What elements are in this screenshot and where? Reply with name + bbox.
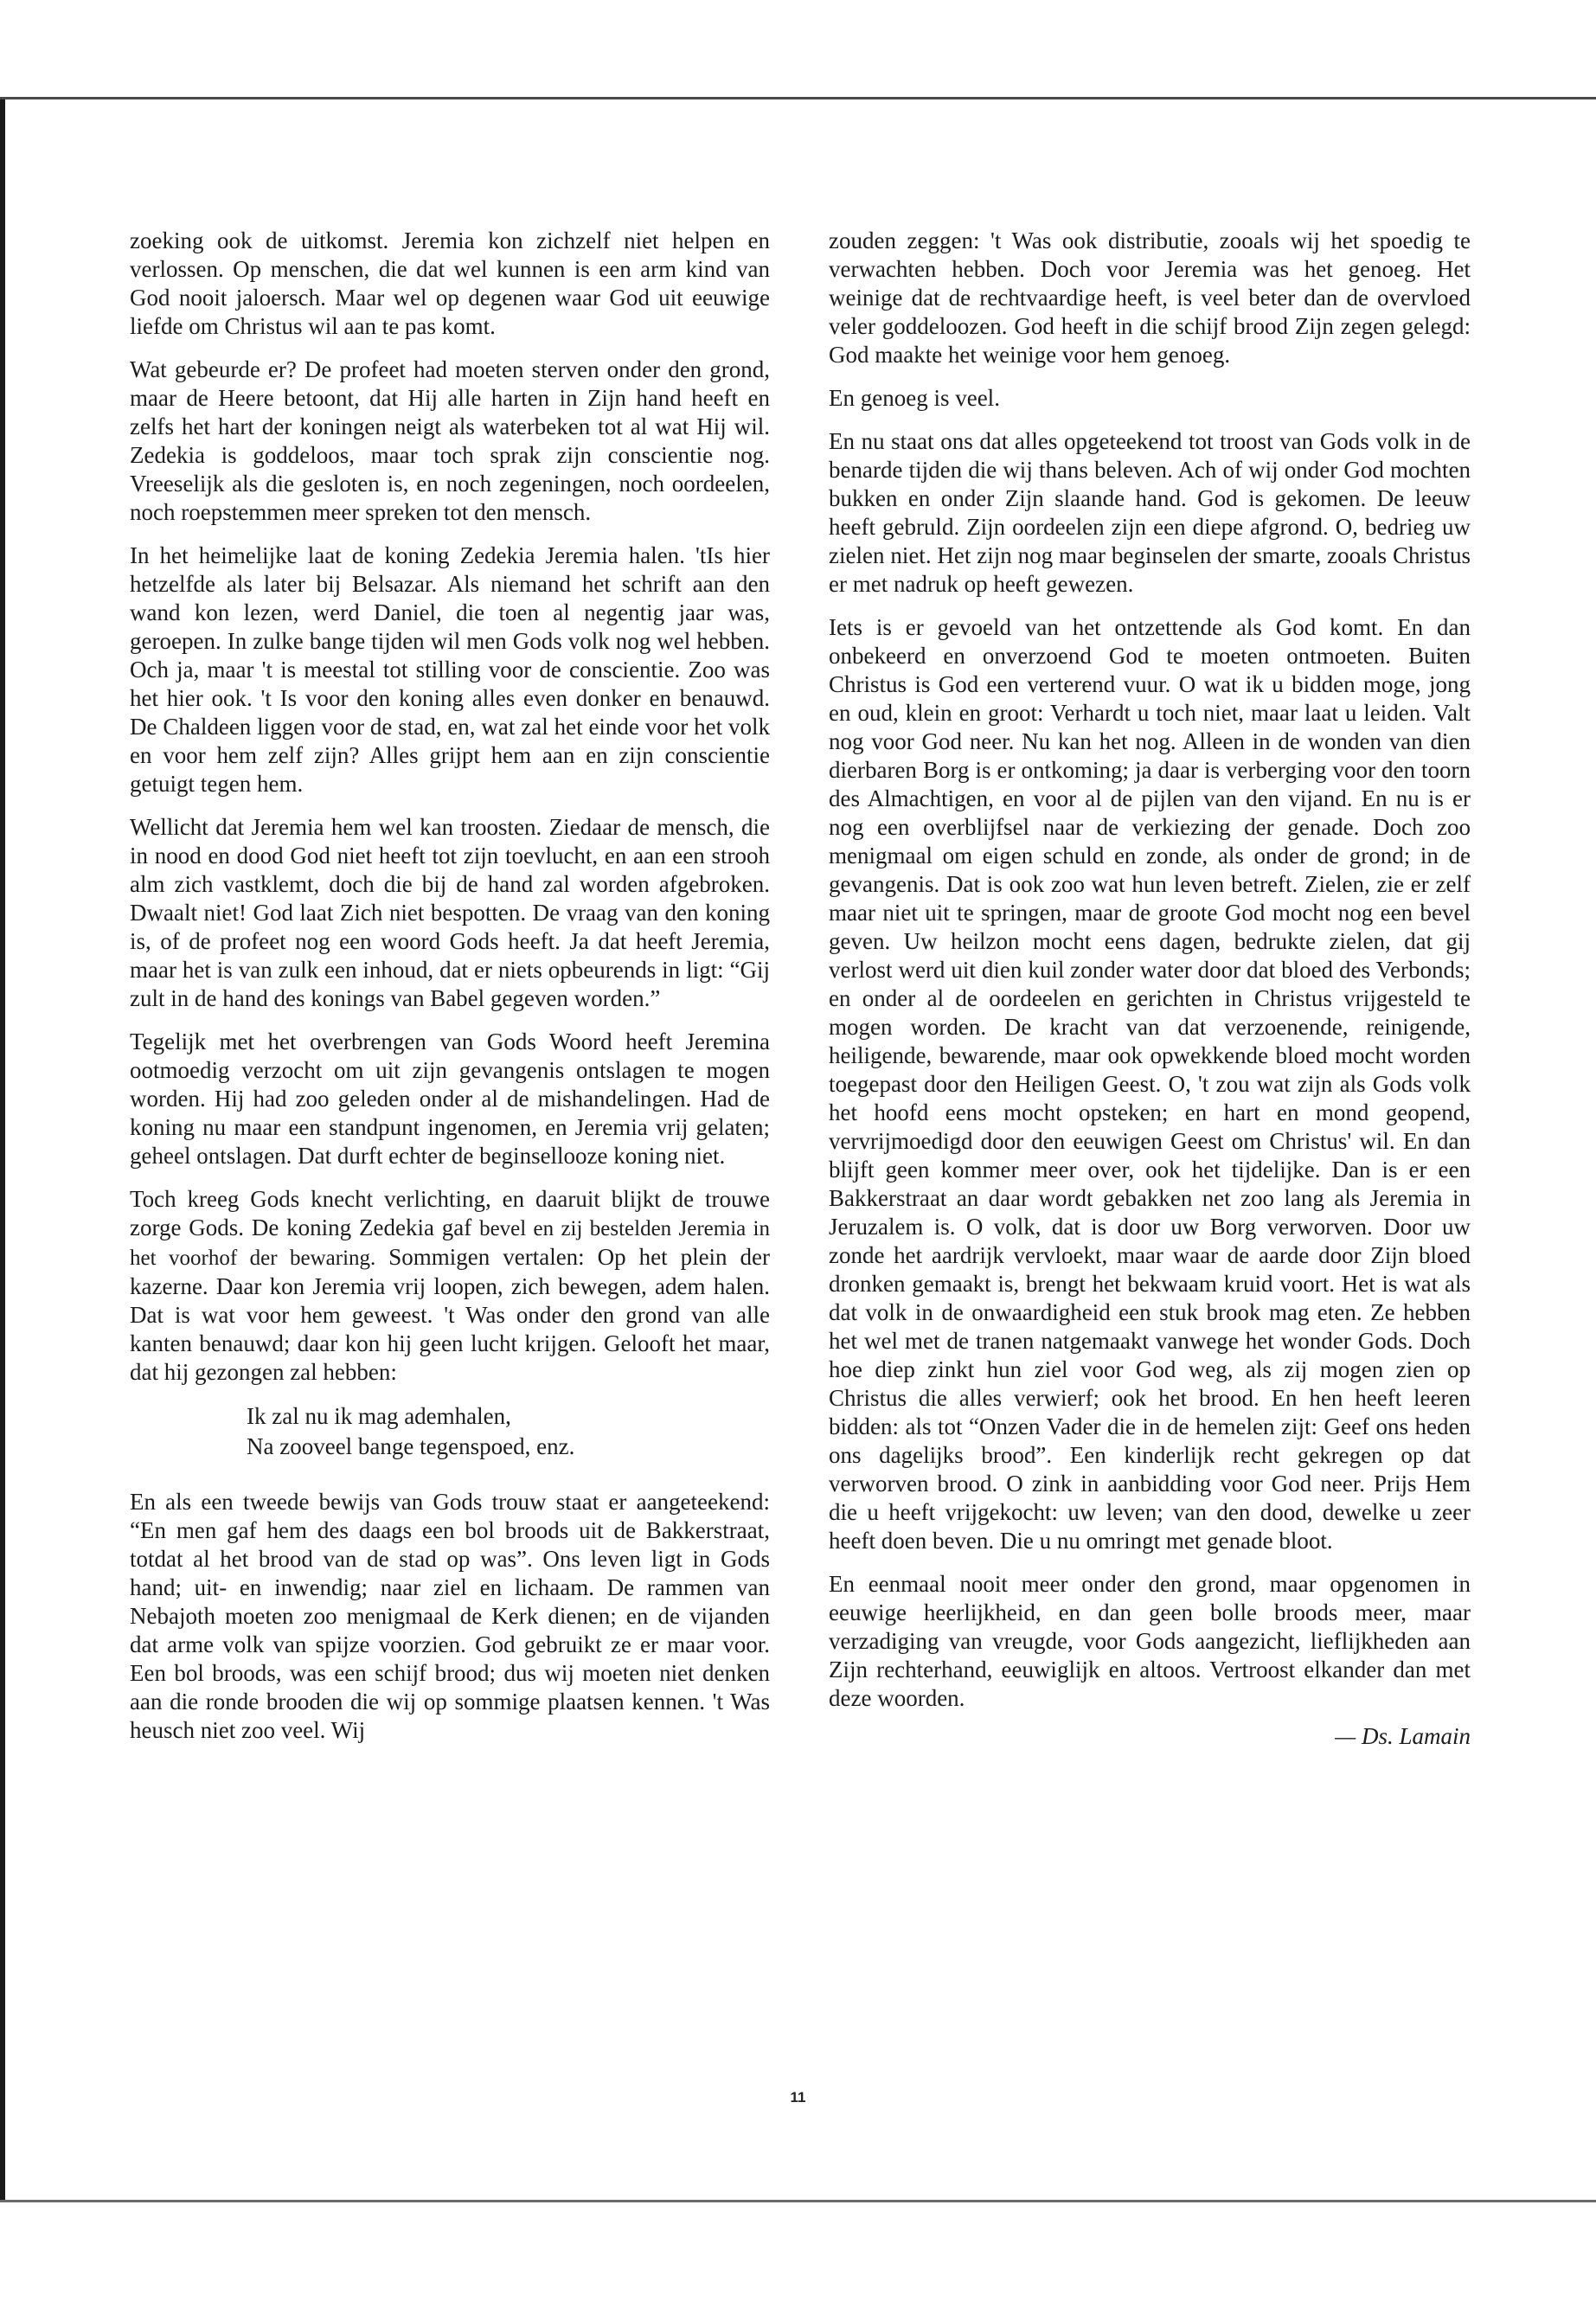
paragraph: In het heimelijke laat de koning Zedekia Jeremia halen. 'tIs hier hetzelfde als later bij Belsazar. Als niemand het schrift aan den wand kon lezen, werd Daniel, die toen al negentig jaar was, geroepen. In zulke bange tijden wil men Gods volk nog wel hebben. Och ja, maar 't is meestal tot stilling voor de conscientie. Zoo was het hier ook. 't Is voor den koning alles even donker en benauwd. De Chaldeen liggen voor de stad, en, wat zal het einde voor het volk en voor hem zelf zijn? Alles grijpt hem aan en zijn conscientie getuigt tegen hem. — [130, 542, 770, 797]
scan-top-edge — [0, 97, 1596, 99]
paragraph: Wellicht dat Jeremia hem wel kan troosten. Ziedaar de mensch, die in nood en dood God niet heeft tot zijn toevlucht, en aan een strooh alm zich vastklemt, doch die bij de hand zal worden afgebroken. Dwaalt niet! God laat Zich niet bespotten. De vraag van den koning is, of de profeet nog een woord Gods heeft. Ja dat heeft Jeremia, maar het is van zulk een inhoud, dat er niets opbeurends in ligt: “Gij zult in de hand des konings van Babel gegeven worden.” — [130, 814, 770, 1011]
right-column — [829, 227, 1471, 1751]
paragraph: Iets is er gevoeld van het ontzettende als God komt. En dan onbekeerd en onverzoend God te moeten ontmoeten. Buiten Christus is God een verterend vuur. O wat ik u bidden moge, jong en oud, klein en groot: Verhardt u toch niet, maar laat u leiden. Valt nog voor God neer. Nu kan het nog. Alleen in de wonden van dien dierbaren Borg is er ontkoming; ja daar is verberging voor den toorn des Almachtigen, en voor al de pijlen van den vijand. En nu is er nog een overblijfsel naar de verkiezing der genade. Doch zoo menigmaal om eigen schuld en zonde, als onder de grond; in de gevangenis. Dat is ook zoo wat hun leven betreft. Zielen, zie er zelf maar niet uit te springen, maar de groote God mocht nog een bevel geven. Uw heilzon mocht eens dagen, bedrukte zielen, dat gij verlost werd uit dien kuil zonder water door dat bloed des Verbonds; en onder al de oordeelen en gerichten in Christus vrijgesteld te mogen worden. De kracht van dat verzoenende, reinigende, heiligende, bewarende, maar ook opwekkende bloed mocht worden toegepast door den Heiligen Geest. O, 't zou wat zijn als Gods volk het hoofd eens mocht opsteken; en hart en mond geopend, vervrijmoedigd door den eeuwigen Geest om Christus' wil. En dan blijft geen kommer meer over, ook het tijdelijke. Dan is er een Bakkerstraat an daar wordt gebakken net zoo lang als Jeremia in Jeruzalem is. O volk, dat is door uw Borg verworven. Door uw zonde het aardrijk vervloekt, maar waar de aarde door Zijn bloed dronken gemaakt is, brengt het bekwaam kruid voort. Het is wat als dat volk in de onwaardigheid een stuk brook mag eten. Ze hebben het wel met de tranen natgemaakt vanwege het wonder Gods. Doch hoe diep zinkt hun ziel voor God weg, als zij mogen zien op Christus die alles verwierf; ook het brood. En hen heeft leeren bidden: als tot “Onzen Vader die in de hemelen zijt: Geef ons heden ons dagelijks brood”. Een kinderlijk recht gekregen op dat verworven brood. O zink in aanbidding voor God neer. Prijs Hem die u heeft vrijgekocht: uw leven; van den dood, dewelke u zeer heeft doen beven. Die u nu omringt met genade bloot. — [829, 614, 1471, 1554]
paragraph — [130, 1185, 770, 1387]
paragraph: En als een tweede bewijs van Gods trouw staat er aangeteekend: “En men gaf hem des daags een bol broods uit de Bakkerstraat, totdat al het brood van de stad op was”. Ons leven ligt in Gods hand; uit- en inwendig; naar ziel en lichaam. De rammen van Nebajoth moeten zoo menigmaal de Kerk dienen; en de vijanden dat arme volk van spijze voorzien. God gebruikt ze er maar voor. Een bol broods, was een schijf brood; dus wij moeten niet denken aan die ronde brooden die wij op sommige plaatsen kennen. 't Was heusch niet zoo veel. Wij — [130, 1489, 770, 1743]
page-number: 11 — [790, 2089, 806, 2106]
poem-line: Na zooveel bange tegenspoed, enz. — [247, 1433, 575, 1459]
paragraph: zouden zeggen: 't Was ook distributie, zooals wij het spoedig te verwachten hebben. Doch voor Jeremia was het genoeg. Het weinige dat de rechtvaardige heeft, is veel beter dan de overvloed veler goddeloozen. God heeft in die schijf brood Zijn zegen gelegd: God maakte het weinige voor hem genoeg. — [829, 228, 1471, 368]
paragraph: En nu staat ons dat alles opgeteekend tot troost van Gods volk in de benarde tijden die wij thans beleven. Ach of wij onder God mochten bukken en onder Zijn slaande hand. God is gekomen. De leeuw heeft gebruld. Zijn oordeelen zijn een diepe afgrond. O, bedrieg uw zielen niet. Het zijn nog maar beginselen der smarte, zooals Christus er met nadruk op heeft gewezen. — [829, 428, 1471, 597]
scan-bottom-edge — [0, 2200, 1596, 2202]
paragraph-text: Sommigen vertalen: Op het plein der kazerne. Daar kon Jeremia vrij loopen, zich bewegen, adem halen. Dat is wat voor hem geweest. 't Was onder den grond van alle kanten benauwd; daar kon hij geen lucht krijgen. Gelooft het maar, dat hij gezongen zal hebben: — [130, 1244, 770, 1385]
poem-line: Ik zal nu ik mag ademhalen, — [247, 1403, 511, 1429]
poem-quote — [247, 1401, 770, 1462]
scan-left-edge — [0, 99, 5, 2202]
paragraph-text: Toch kreeg Gods knecht verlichting, en daaruit blijkt de trouwe zorge Gods. De koning Zedekia gaf — [130, 1186, 770, 1240]
left-column — [130, 227, 770, 1759]
paragraph: Wat gebeurde er? De profeet had moeten sterven onder den grond, maar de Heere betoont, dat Hij alle harten in Zijn hand heeft en zelfs het hart der koningen neigt als waterbeken tot al wat Hij wil. Zedekia is goddeloos, maar toch sprak zijn conscientie nog. Vreeselijk als die gesloten is, en noch zegeningen, noch oordeelen, noch roepstemmen meer spreken tot den mensch. — [130, 356, 770, 525]
author-signature: — Ds. Lamain — [1335, 1723, 1471, 1749]
paragraph: zoeking ook de uitkomst. Jeremia kon zichzelf niet helpen en verlossen. Op menschen, die dat wel kunnen is een arm kind van God nooit jaloersch. Maar wel op degenen waar God uit eeuwige liefde om Christus wil aan te pas komt. — [130, 228, 770, 339]
paragraph: En eenmaal nooit meer onder den grond, maar opgenomen in eeuwige heerlijkheid, en dan geen bolle broods meer, maar verzadiging van vreugde, voor Gods aangezicht, lieflijkheden aan Zijn rechterhand, eeuwiglijk en altoos. Vertroost elkander dan met deze woorden. — [829, 1571, 1471, 1711]
paragraph: En genoeg is veel. — [829, 385, 1000, 411]
paragraph-small-text: bevel en zij bestelden Jeremia in het voorhof der bewaring. — [130, 1217, 771, 1270]
paragraph: Tegelijk met het overbrengen van Gods Woord heeft Jeremina ootmoedig verzocht om uit zijn gevangenis ontslagen te mogen worden. Hij had zoo geleden onder al de mishandelingen. Had de koning nu maar een standpunt ingenomen, en Jeremia vrij gelaten; geheel ontslagen. Dat durft echter de beginsellooze koning niet. — [130, 1029, 770, 1169]
